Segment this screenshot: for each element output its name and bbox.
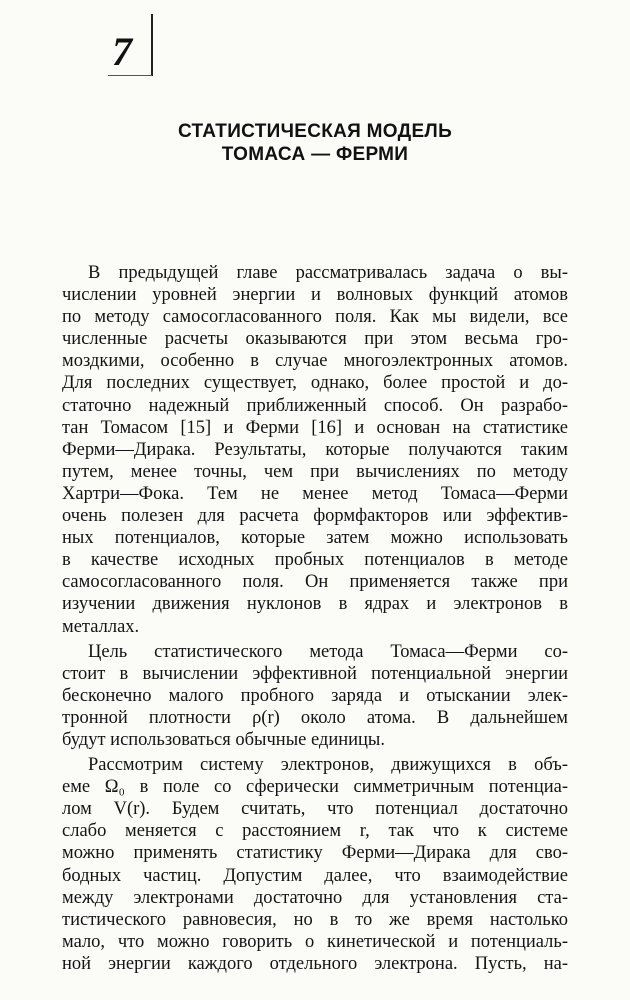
text-line: Для последних существует, однако, более простой и до- — [62, 373, 568, 394]
text-line: статочно надежный приближенный способ. Он разрабо- — [62, 395, 568, 416]
text-line: моздкими, особенно в случае многоэлектронных атомов. — [62, 351, 568, 372]
paragraph-3 — [62, 754, 568, 975]
text-line: Хартри—Фока. Тем не менее метод Томаса—Ферми — [62, 483, 568, 504]
text-line: самосогласованного поля. Он применяется также при — [62, 572, 568, 593]
text-line: будут использоваться обычные единицы. — [62, 729, 385, 750]
text-line: между электронами достаточно для установления ста- — [62, 887, 568, 908]
chapter-vertical-rule — [151, 14, 153, 76]
text-line: тронной плотности ρ(r) около атома. В дальнейшем — [62, 707, 568, 728]
paragraph-2 — [62, 641, 568, 751]
chapter-title-line-2: ТОМАСА — ФЕРМИ — [221, 144, 409, 165]
text-line: путем, менее точны, чем при вычислениях по методу — [62, 461, 568, 482]
text-line: металлах. — [62, 616, 140, 637]
text-line: Ферми—Дирака. Результаты, которые получаются таким — [62, 439, 568, 460]
text-line: очень полезен для расчета формфакторов или эффектив- — [62, 506, 568, 527]
text-line: В предыдущей главе рассматривалась задача о вы- — [88, 263, 568, 283]
text-line: числении уровней энергии и волновых функций атомов — [62, 285, 568, 306]
text-line: численные расчеты оказываются при этом весьма гро- — [62, 329, 568, 350]
chapter-body-text — [62, 262, 568, 975]
text-line: еме Ω₀ в поле со сферически симметричным потенциа- — [62, 777, 568, 798]
text-line: Рассмотрим систему электронов, движущихся в объ- — [88, 755, 568, 776]
chapter-number: 7 — [112, 29, 132, 74]
chapter-number-box — [108, 14, 152, 76]
text-line: по методу самосогласованного поля. Как мы видели, все — [62, 307, 568, 328]
text-line: мало, что можно говорить о кинетической и потенциаль- — [62, 931, 568, 952]
text-line: изучении движения нуклонов в ядрах и электронов в — [62, 594, 568, 615]
text-line: бодных частиц. Допустим далее, что взаимодействие — [62, 865, 568, 886]
text-line: слабо меняется с расстоянием r, так что к системе — [62, 821, 568, 842]
text-line: в качестве исходных пробных потенциалов в методе — [62, 550, 568, 571]
text-line: тистического равновесия, но в то же время настолько — [62, 909, 568, 930]
text-line: ных потенциалов, которые затем можно использовать — [62, 528, 568, 549]
text-line: стоит в вычислении эффективной потенциальной энергии — [62, 663, 568, 684]
chapter-title-line-1: СТАТИСТИЧЕСКАЯ МОДЕЛЬ — [177, 121, 453, 142]
text-line: тан Томасом [15] и Ферми [16] и основан на статистике — [62, 417, 568, 438]
text-line: ной энергии каждого отдельного электрона. Пусть, на- — [62, 953, 568, 974]
paragraph-1 — [62, 262, 568, 638]
text-line: можно применять статистику Ферми—Дирака для сво- — [62, 843, 568, 864]
chapter-horizontal-rule — [108, 75, 152, 76]
text-line: бесконечно малого пробного заряда и отыскании элек- — [62, 685, 568, 706]
text-line: лом V(r). Будем считать, что потенциал достаточно — [62, 799, 568, 820]
text-line: Цель статистического метода Томаса—Ферми со- — [88, 641, 568, 662]
